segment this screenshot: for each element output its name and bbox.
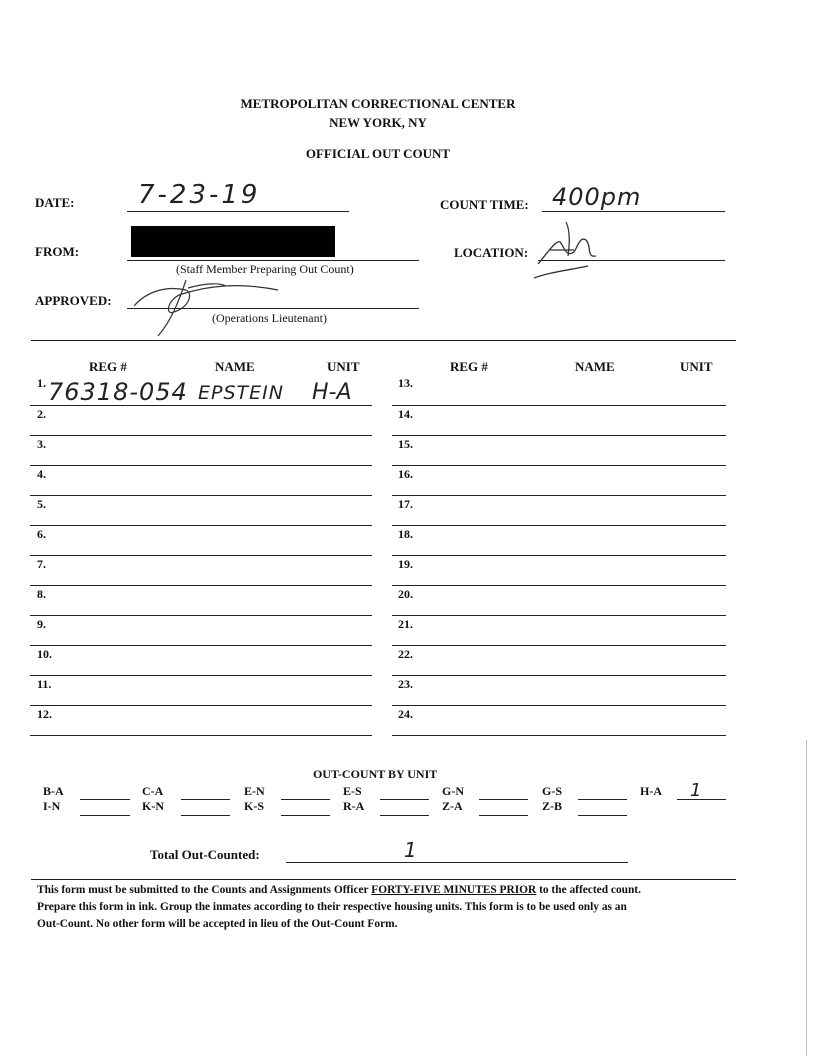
row-line [30,525,372,526]
approved-label: APPROVED: [35,293,112,308]
row-line [30,675,372,676]
unit-blank[interactable] [677,799,726,800]
row-line [392,735,726,736]
unit-label: Z-B [542,799,563,813]
row-line [392,465,726,466]
row-line [392,525,726,526]
location-handwriting [530,212,610,282]
footer-emphasis: FORTY-FIVE MINUTES PRIOR [371,884,537,896]
unit-blank[interactable] [479,799,528,800]
unit-label: H-A [640,784,662,798]
row-line [392,555,726,556]
scan-edge-line [806,740,807,1056]
unit-label: E-S [343,784,362,798]
row-line [30,645,372,646]
row-number: 3. [37,437,46,451]
redaction-box [131,226,335,257]
row-line [392,675,726,676]
row-line [392,405,726,406]
unit-label: Z-A [442,799,463,813]
institution-city: NEW YORK, NY [329,115,427,130]
row-line [30,555,372,556]
date-label: DATE: [35,195,75,210]
row-number: 22. [398,647,413,661]
col-unit-left: UNIT [327,359,360,374]
row-number: 4. [37,467,46,481]
row-number: 7. [37,557,46,571]
unit-blank[interactable] [181,799,230,800]
row-number: 16. [398,467,413,481]
unit-blank[interactable] [281,799,330,800]
unit-blank[interactable] [281,815,330,816]
form-title: OFFICIAL OUT COUNT [305,146,451,161]
unit-blank[interactable] [380,815,429,816]
row-line [30,615,372,616]
count-time-label: COUNT TIME: [440,197,529,212]
footer-line-3: Out-Count. No other form will be accepted in lieu of the Out-Count Form. [37,918,398,930]
row-number: 1. [37,376,46,390]
row-number: 5. [37,497,46,511]
total-line[interactable] [286,862,628,863]
from-line [127,260,419,261]
col-reg-left: REG # [89,359,127,374]
approved-caption: (Operations Lieutenant) [212,311,327,325]
footer-text-before: This form must be submitted to the Counts and Assignments Officer [37,884,372,896]
footer-line-2: Prepare this form in ink. Group the inmates according to their respective housing units. This form is to be used only as an [37,901,627,913]
location-label: LOCATION: [454,245,529,260]
row-line [30,435,372,436]
row-line [30,495,372,496]
row-number: 24. [398,707,413,721]
total-value[interactable]: 1 [404,838,417,862]
from-label: FROM: [35,244,80,259]
row-number: 14. [398,407,413,421]
entry-reg-number[interactable]: 76318-054 [48,378,188,406]
section-divider [31,340,736,341]
unit-blank[interactable] [578,815,627,816]
unit-label: G-S [542,784,563,798]
footer-instructions [37,882,737,933]
row-number: 2. [37,407,46,421]
row-number: 13. [398,376,413,390]
row-number: 11. [37,677,52,691]
count-time-value[interactable]: 400pm [552,183,642,211]
footer-line-1 [37,882,737,899]
date-line [127,211,349,212]
row-number: 20. [398,587,413,601]
total-label: Total Out-Counted: [150,847,260,862]
unit-blank[interactable] [80,815,130,816]
entry-unit[interactable]: H-A [312,380,352,405]
unit-label: G-N [442,784,464,798]
row-line [392,645,726,646]
col-unit-right: UNIT [680,359,713,374]
unit-blank[interactable] [479,815,528,816]
row-number: 12. [37,707,52,721]
row-number: 17. [398,497,413,511]
row-line [30,585,372,586]
row-line [392,585,726,586]
row-number: 9. [37,617,46,631]
ha-count-value[interactable]: 1 [690,780,702,801]
col-reg-right: REG # [450,359,488,374]
institution-name: METROPOLITAN CORRECTIONAL CENTER [240,96,516,111]
row-number: 21. [398,617,413,631]
unit-label: B-A [43,784,64,798]
unit-blank[interactable] [80,799,130,800]
col-name-right: NAME [575,359,615,374]
date-value[interactable]: 7-23-19 [138,180,261,210]
row-line [392,615,726,616]
outcount-title: OUT-COUNT BY UNIT [313,767,438,781]
approved-signature [128,268,298,343]
row-line [30,705,372,706]
entry-name[interactable]: EPSTEIN [198,382,284,404]
row-number: 8. [37,587,46,601]
row-number: 15. [398,437,413,451]
row-number: 19. [398,557,413,571]
unit-label: K-S [244,799,265,813]
col-name-left: NAME [215,359,255,374]
unit-label: C-A [142,784,164,798]
unit-blank[interactable] [181,815,230,816]
row-number: 6. [37,527,46,541]
row-line [392,705,726,706]
row-line [392,435,726,436]
row-line [30,465,372,466]
unit-label: R-A [343,799,365,813]
unit-blank[interactable] [380,799,429,800]
footer-text-after: to the affected count. [536,884,641,896]
unit-blank[interactable] [578,799,627,800]
row-number: 18. [398,527,413,541]
row-line [392,495,726,496]
row-number: 23. [398,677,413,691]
from-caption: (Staff Member Preparing Out Count) [176,262,354,276]
unit-label: K-N [142,799,164,813]
unit-label: E-N [244,784,265,798]
footer-divider [31,879,736,880]
row-number: 10. [37,647,52,661]
row-line [30,735,372,736]
unit-label: I-N [43,799,61,813]
